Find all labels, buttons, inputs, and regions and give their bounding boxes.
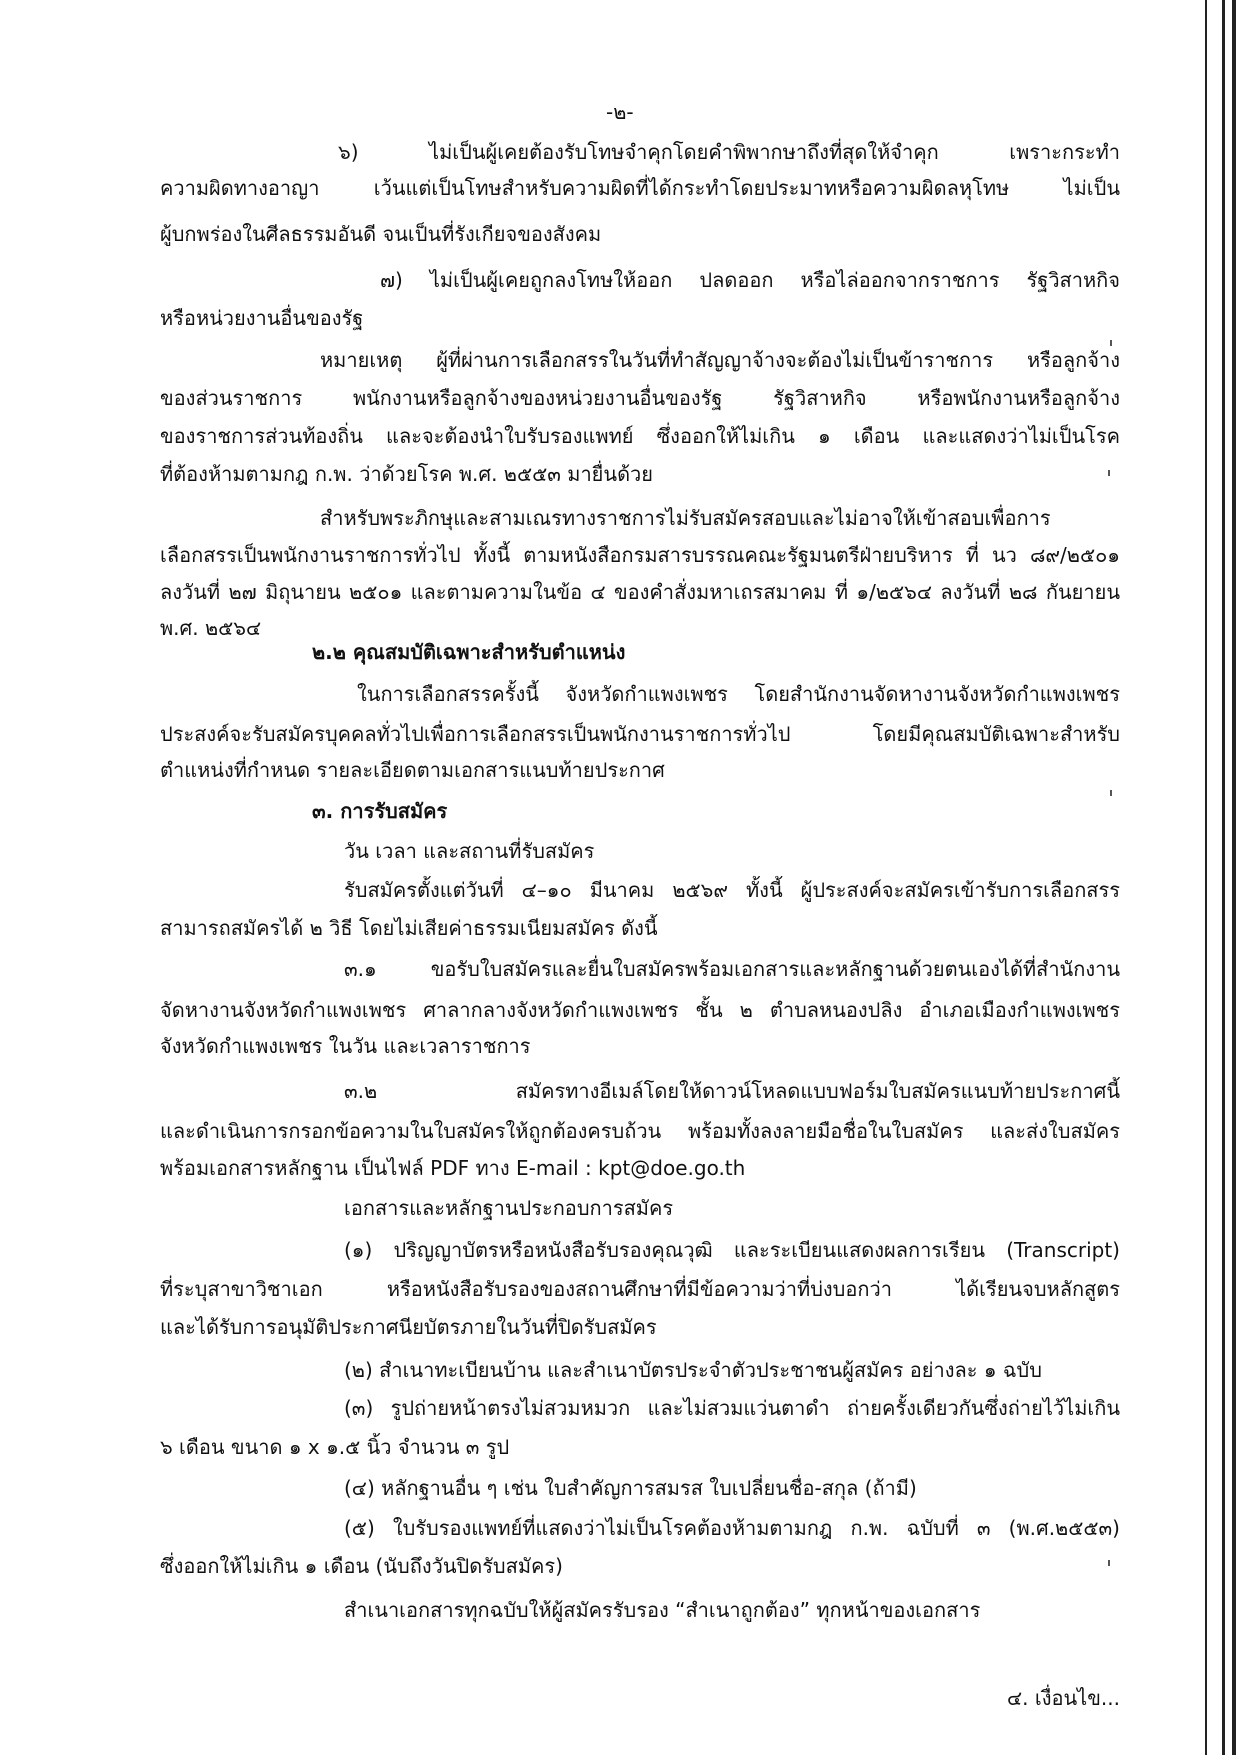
continuation-marker: ๔. เงื่อนไข...: [1007, 1686, 1120, 1710]
scan-speck: [1110, 790, 1112, 796]
section-heading: ๓. การรับสมัคร: [312, 799, 448, 823]
paragraph-line: ๖ เดือน ขนาด ๑ x ๑.๕ นิ้ว จำนวน ๓ รูป: [160, 1435, 510, 1459]
paragraph-line: ประสงค์จะรับสมัครบุคคลทั่วไปเพื่อการเลือกสรรเป็นพนักงานราชการทั่วไป โดยมีคุณสมบัติเฉพาะสำหรับ: [160, 722, 1120, 746]
scan-speck: [1108, 470, 1110, 476]
page-number: -๒-: [606, 100, 634, 124]
paragraph-line: และดำเนินการกรอกข้อความในใบสมัครให้ถูกต้องครบถ้วน พร้อมทั้งลงลายมือชื่อในใบสมัคร และส่งใบสมัคร: [160, 1119, 1120, 1143]
paragraph-line: ในการเลือกสรรครั้งนี้ จังหวัดกำแพงเพชร โดยสำนักงานจัดหางานจังหวัดกำแพงเพชร: [357, 682, 1120, 706]
subheading: วัน เวลา และสถานที่รับสมัคร: [344, 839, 595, 863]
paragraph-line: ของราชการส่วนท้องถิ่น และจะต้องนำใบรับรองแพทย์ ซึ่งออกให้ไม่เกิน ๑ เดือน และแสดงว่าไม่เป็นโรค: [160, 424, 1120, 448]
paragraph-line: สามารถสมัครได้ ๒ วิธี โดยไม่เสียค่าธรรมเนียมสมัคร ดังนี้: [160, 916, 658, 940]
email-line: พร้อมเอกสารหลักฐาน เป็นไฟล์ PDF ทาง E-mail : kpt@doe.go.th: [160, 1156, 746, 1180]
paragraph-line: (๕) ใบรับรองแพทย์ที่แสดงว่าไม่เป็นโรคต้องห้ามตามกฎ ก.พ. ฉบับที่ ๓ (พ.ศ.๒๕๕๓): [344, 1516, 1120, 1540]
paragraph-line: ที่ต้องห้ามตามกฎ ก.พ. ว่าด้วยโรค พ.ศ. ๒๕๕๓ มายื่นด้วย: [160, 462, 654, 486]
paragraph-line: ซึ่งออกให้ไม่เกิน ๑ เดือน (นับถึงวันปิดรับสมัคร): [160, 1554, 563, 1578]
paragraph-line: ผู้บกพร่องในศีลธรรมอันดี จนเป็นที่รังเกียจของสังคม: [160, 222, 602, 246]
paragraph-line: หมายเหตุ ผู้ที่ผ่านการเลือกสรรในวันที่ทำสัญญาจ้างจะต้องไม่เป็นข้าราชการ หรือลูกจ้าง: [320, 348, 1120, 372]
paragraph-line: ๖) ไม่เป็นผู้เคยต้องรับโทษจำคุกโดยคำพิพากษาถึงที่สุดให้จำคุก เพราะกระทำ: [338, 140, 1120, 164]
paragraph-line: (๑) ปริญญาบัตรหรือหนังสือรับรองคุณวุฒิ และระเบียนแสดงผลการเรียน (Transcript): [344, 1238, 1120, 1262]
scan-speck: [1108, 1560, 1110, 1566]
paragraph-line: พ.ศ. ๒๕๖๔: [160, 616, 262, 640]
paragraph-line: ที่ระบุสาขาวิชาเอก หรือหนังสือรับรองของสถานศึกษาที่มีข้อความว่าที่บ่งบอกว่า ได้เรียนจบหลักสูตร: [160, 1277, 1120, 1301]
paragraph-line: หรือหน่วยงานอื่นของรัฐ: [160, 306, 364, 330]
paragraph-line: จัดหางานจังหวัดกำแพงเพชร ศาลากลางจังหวัดกำแพงเพชร ชั้น ๒ ตำบลหนองปลิง อำเภอเมืองกำแพงเพชร: [160, 998, 1120, 1022]
paragraph-line: ๗) ไม่เป็นผู้เคยถูกลงโทษให้ออก ปลดออก หรือไล่ออกจากราชการ รัฐวิสาหกิจ: [380, 268, 1120, 292]
paragraph-line: ๓.๑ ขอรับใบสมัครและยื่นใบสมัครพร้อมเอกสารและหลักฐานด้วยตนเองได้ที่สำนักงาน: [344, 957, 1120, 981]
paragraph-line: รับสมัครตั้งแต่วันที่ ๔–๑๐ มีนาคม ๒๕๖๙ ทั้งนี้ ผู้ประสงค์จะสมัครเข้ารับการเลือกสรร: [344, 878, 1120, 902]
paragraph-line: สำหรับพระภิกษุและสามเณรทางราชการไม่รับสมัครสอบและไม่อาจให้เข้าสอบเพื่อการ: [320, 506, 1051, 530]
paragraph-line: เลือกสรรเป็นพนักงานราชการทั่วไป ทั้งนี้ ตามหนังสือกรมสารบรรณคณะรัฐมนตรีฝ่ายบริหาร ที่ นว ๘๙/๒๕๐๑: [160, 543, 1120, 567]
paragraph-line: จังหวัดกำแพงเพชร ในวัน และเวลาราชการ: [160, 1034, 531, 1058]
scan-border-line: [1222, 0, 1225, 1755]
paragraph-line: ลงวันที่ ๒๗ มิถุนายน ๒๕๐๑ และตามความในข้อ ๔ ของคำสั่งมหาเถรสมาคม ที่ ๑/๒๕๖๔ ลงวันที่ ๒๘ กันยายน: [160, 580, 1120, 604]
section-heading: ๒.๒ คุณสมบัติเฉพาะสำหรับตำแหน่ง: [312, 640, 626, 664]
scan-border-line: [1232, 0, 1236, 1755]
paragraph-line: (๒) สำเนาทะเบียนบ้าน และสำเนาบัตรประจำตัวประชาชนผู้สมัคร อย่างละ ๑ ฉบับ: [344, 1358, 1042, 1382]
paragraph-line: ความผิดทางอาญา เว้นแต่เป็นโทษสำหรับความผิดที่ได้กระทำโดยประมาทหรือความผิดลหุโทษ ไม่เป็น: [160, 176, 1120, 200]
paragraph-line: ของส่วนราชการ พนักงานหรือลูกจ้างของหน่วยงานอื่นของรัฐ รัฐวิสาหกิจ หรือพนักงานหรือลูกจ้าง: [160, 386, 1120, 410]
paragraph-line: ตำแหน่งที่กำหนด รายละเอียดตามเอกสารแนบท้ายประกาศ: [160, 758, 665, 782]
scan-speck: [1110, 340, 1112, 346]
subheading: เอกสารและหลักฐานประกอบการสมัคร: [344, 1196, 674, 1220]
paragraph-line: (๓) รูปถ่ายหน้าตรงไม่สวมหมวก และไม่สวมแว่นตาดำ ถ่ายครั้งเดียวกันซึ่งถ่ายไว้ไม่เกิน: [344, 1396, 1120, 1420]
paragraph-line: (๔) หลักฐานอื่น ๆ เช่น ใบสำคัญการสมรส ใบเปลี่ยนชื่อ-สกุล (ถ้ามี): [344, 1476, 917, 1500]
scan-border-line: [1205, 0, 1207, 1755]
paragraph-line: ๓.๒ สมัครทางอีเมล์โดยให้ดาวน์โหลดแบบฟอร์มใบสมัครแนบท้ายประกาศนี้: [344, 1079, 1120, 1103]
paragraph-line: สำเนาเอกสารทุกฉบับให้ผู้สมัครรับรอง “สำเนาถูกต้อง” ทุกหน้าของเอกสาร: [344, 1598, 981, 1622]
paragraph-line: และได้รับการอนุมัติประกาศนียบัตรภายในวันที่ปิดรับสมัคร: [160, 1315, 657, 1339]
